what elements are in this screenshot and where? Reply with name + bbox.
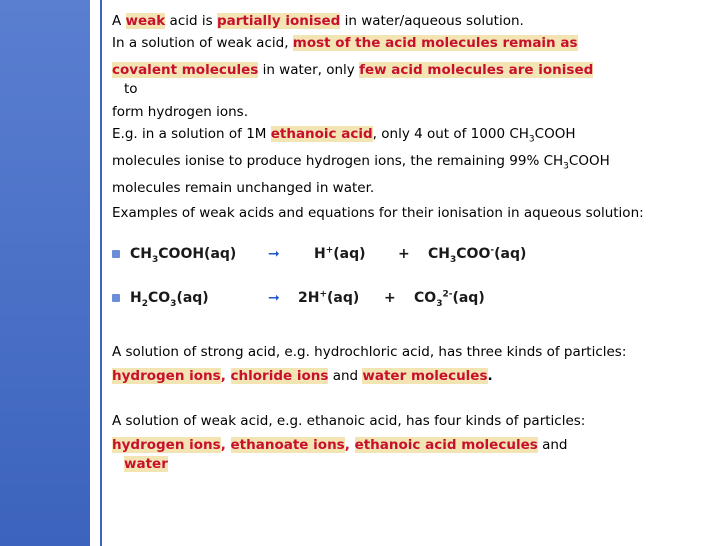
text: In a solution of weak acid, (112, 35, 293, 51)
right-arrow-icon: ➞ (268, 289, 280, 306)
bullet-icon (112, 294, 120, 302)
subscript: 3 (528, 134, 535, 145)
para1-line3 (112, 61, 712, 80)
para2-line3: molecules remain unchanged in water. (112, 180, 375, 196)
para1-line4: to (124, 81, 138, 97)
highlight-partially-ionised: partially ionised (216, 13, 341, 29)
text: COOH (534, 126, 576, 142)
equation-ethanoic (112, 243, 712, 265)
plus-sign: + (384, 289, 396, 306)
plus-sign: + (398, 245, 410, 262)
slide-content (112, 12, 712, 474)
text: molecules ionise to produce hydrogen ions, the remaining 99% CH (112, 153, 564, 169)
weak-line2: hydrogen ions, ethanoate ions, ethanoic acid molecules and (112, 437, 568, 453)
bullet-icon (112, 250, 120, 258)
text: in water, only (258, 62, 360, 78)
examples-heading: Examples of weak acids and equations for their ionisation in aqueous solution: (112, 205, 644, 221)
weak-line1: A solution of weak acid, e.g. ethanoic acid, has four kinds of particles: (112, 413, 586, 429)
text: COOH (568, 153, 610, 169)
weak-line3 (112, 455, 712, 474)
strong-line2: hydrogen ions, chloride ions and water molecules. (112, 368, 493, 384)
para2-line1 (112, 125, 712, 144)
vertical-rule (100, 0, 102, 546)
eq-product2: $CH_3COO^-(aq)$ (428, 244, 527, 265)
highlight-ethanoate-ions: ethanoate ions (230, 437, 345, 453)
para1-line2 (112, 34, 712, 53)
eq-reactant: $CH_3COOH(aq)$ (130, 245, 237, 265)
eq-product2: $CO_3^{2-}(aq)$ (414, 288, 485, 309)
para2-line2 (112, 152, 712, 171)
highlight-water: water (124, 456, 168, 472)
para1-line1 (112, 12, 712, 31)
highlight-hydrogen-ions: hydrogen ions (112, 368, 221, 384)
highlight-chloride-ions: chloride ions (230, 368, 329, 384)
equation-carbonic (112, 287, 712, 309)
text: E.g. in a solution of 1M (112, 126, 271, 142)
highlight-weak: weak (125, 13, 166, 29)
highlight-few-ionised: few acid molecules are ionised (359, 62, 594, 78)
highlight-hydrogen-ions: hydrogen ions (112, 437, 221, 453)
slide-sidebar (0, 0, 90, 546)
highlight-most-molecules: most of the acid molecules remain as (292, 35, 578, 51)
subscript: 3 (563, 161, 569, 172)
highlight-ethanoic-acid: ethanoic acid (270, 126, 373, 142)
text: A (112, 13, 126, 29)
right-arrow-icon: ➞ (268, 245, 280, 262)
text: , only 4 out of 1000 CH (372, 126, 529, 142)
highlight-ethanoic-acid-molecules: ethanoic acid molecules (354, 437, 538, 453)
para1-line5: form hydrogen ions. (112, 104, 249, 120)
highlight-water-molecules: water molecules (362, 368, 488, 384)
text: in water/aqueous solution. (340, 13, 524, 29)
text: acid is (165, 13, 217, 29)
eq-product1: 2H+(aq) (298, 288, 360, 306)
highlight-covalent: covalent molecules (112, 62, 259, 78)
eq-reactant: $H_2CO_3(aq)$ (130, 289, 209, 309)
eq-product1: H+(aq) (314, 244, 366, 262)
strong-line1: A solution of strong acid, e.g. hydrochloric acid, has three kinds of particles: (112, 344, 627, 360)
